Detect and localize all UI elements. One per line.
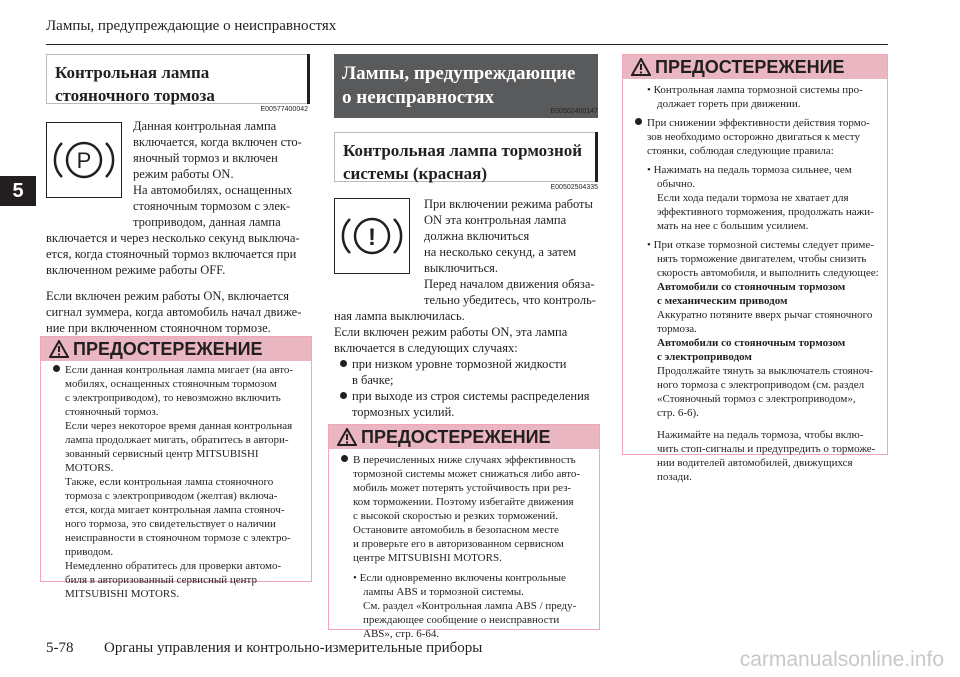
warning-middle-text: В перечисленных ниже случаях эффективность тормозной системы может снижаться либо авто- мобиль может потерять устойчивость при рез- ком торможении. Поэтому избегайте движения с высокой скоростью и резких торможений. Остановите автомобиль в безопасном месте и проверьте его в авторизованном сервисном центре MITSUBISHI MOTORS. • Если одновременно включены контрольные лампы ABS и тормозной системы. См. раздел «Контрольная лампа ABS / преду- преждающее сообщение о неисправности ABS», стр. 6-64.	[341, 453, 595, 641]
list-item: при низком уровне тормозной жидкости	[340, 356, 598, 372]
list-item: в бачке;	[352, 373, 394, 387]
section-dark-heading: Лампы, предупреждающие о неисправностях	[334, 54, 598, 118]
warning-title: ПРЕДОСТЕРЕЖЕНИЕ	[41, 337, 311, 361]
parking-brake-buzzer-para: Если включен режим работы ON, включается сигнал зуммера, когда автомобиль начал движе- ние при включенном стояночном тормозе.	[46, 289, 302, 335]
brake-lamp-para-full: ная лампа выключилась. Если включен режим работы ON, эта лампа включается в следующих случаях:	[334, 309, 568, 355]
warning-box-right	[622, 54, 888, 483]
warning-triangle-icon	[631, 58, 651, 76]
list-item: тормозных усилий.	[352, 405, 455, 419]
warning-title: ПРЕДОСТЕРЕЖЕНИЕ	[329, 425, 599, 449]
footer-chapter-title: Органы управления и контрольно-измерительные приборы	[104, 640, 483, 656]
parking-brake-icon	[52, 135, 116, 185]
parking-brake-icon-letter: P	[76, 148, 92, 173]
warning-right-text: • Контрольная лампа тормозной системы про- должает гореть при движении. При снижении эффективности действия тормо- зов необходимо осторожно двигаться к месту стоянки, соблюдая следующие правила: • Нажимать на педаль тормоза сильнее, чем обычно. Если хода педали тормоза не хватает для эффективного торможения, продолжать нажи- мать на нее с большим усилием. • При отказе тормозной системы следует приме- нять торможение двигателем, чтобы снизить скорость автомобиля, и выполнить следующее: Автомобили со стояночным тормозом с механическим приводом Аккуратно потяните вверх рычаг стояночного тормоза. Автомобили со стояночным тормозом с электроприводом Продолжайте тянуть за выключатель стояноч- ного тормоза с электроприводом (см. раздел «Стояночный тормоз с электроприводом», стр. 6-6). Нажимайте на педаль тормоза, чтобы вклю- чить стоп-сигналы и предупредить о торможе- нии водителей автомобилей, движущихся позади.	[635, 83, 883, 484]
header-rule	[46, 44, 888, 45]
bullet-icon	[341, 455, 348, 462]
brake-warning-icon	[340, 211, 404, 261]
parking-brake-para-side: Данная контрольная лампа включается, когда включен сто- яночный тормоз и включен режим работы ON. На автомобилях, оснащенных стояночным тормозом с элек- троприводом, данная лампа	[133, 119, 302, 229]
brake-system-lamp-heading: Контрольная лампа тормозной системы (красная)	[334, 132, 596, 182]
bullet-icon	[340, 360, 347, 367]
chapter-tab: 5	[0, 176, 36, 206]
warning-title: ПРЕДОСТЕРЕЖЕНИЕ	[623, 55, 887, 79]
bullet-icon	[53, 365, 60, 372]
watermark: carmanualsonline.info	[739, 648, 944, 671]
list-item: при выходе из строя системы распределения	[340, 388, 598, 404]
brake-lamp-para-side: При включении режима работы ON эта контрольная лампа должна включиться на несколько секунд, а затем выключиться. Перед началом движения обяза- тельно убедитесь, что контроль-	[424, 197, 596, 307]
section-code: E00577400042	[260, 106, 308, 113]
parking-brake-lamp-heading: Контрольная лампа стояночного тормоза	[46, 54, 308, 104]
warning-triangle-icon	[337, 428, 357, 446]
parking-brake-para-full: включается и через несколько секунд выключа- ется, когда стояночный тормоз включается при включенном режиме работы OFF.	[46, 231, 300, 277]
warning-left-text: Если данная контрольная лампа мигает (на авто- мобилях, оснащенных стояночным тормозом с электроприводом), то невозможно включить стояночный тормоз. Если через некоторое время данная контрольная лампа продолжает мигать, обратитесь в автори- зованный сервисный центр MITSUBISHI MOTORS. Также, если контрольная лампа стояночного тормоза с электроприводом (желтая) включа- ется, когда мигает контрольная лампа стояноч- ного тормоза, это свидетельствует о наличии неисправности в стояночном тормозе с электро- приводом. Немедленно обратитесь для проверки автомо- биля в авторизованный сервисный центр MITSUBISHI MOTORS.	[53, 363, 307, 601]
warning-box-middle	[328, 424, 600, 640]
bullet-icon	[635, 118, 642, 125]
warning-triangle-icon	[49, 340, 69, 358]
section-code: E00502400147	[550, 108, 598, 115]
brake-warning-icon-symbol: !	[368, 224, 376, 251]
warning-box-left	[40, 336, 312, 600]
brake-lamp-bullets	[340, 356, 598, 420]
section-code: E00502504335	[550, 184, 598, 191]
brake-warning-icon-box	[334, 198, 410, 274]
bullet-icon	[340, 392, 347, 399]
page-header-title: Лампы, предупреждающие о неисправностях	[46, 18, 337, 34]
parking-brake-icon-box	[46, 122, 122, 198]
page-number: 5-78	[46, 640, 74, 656]
